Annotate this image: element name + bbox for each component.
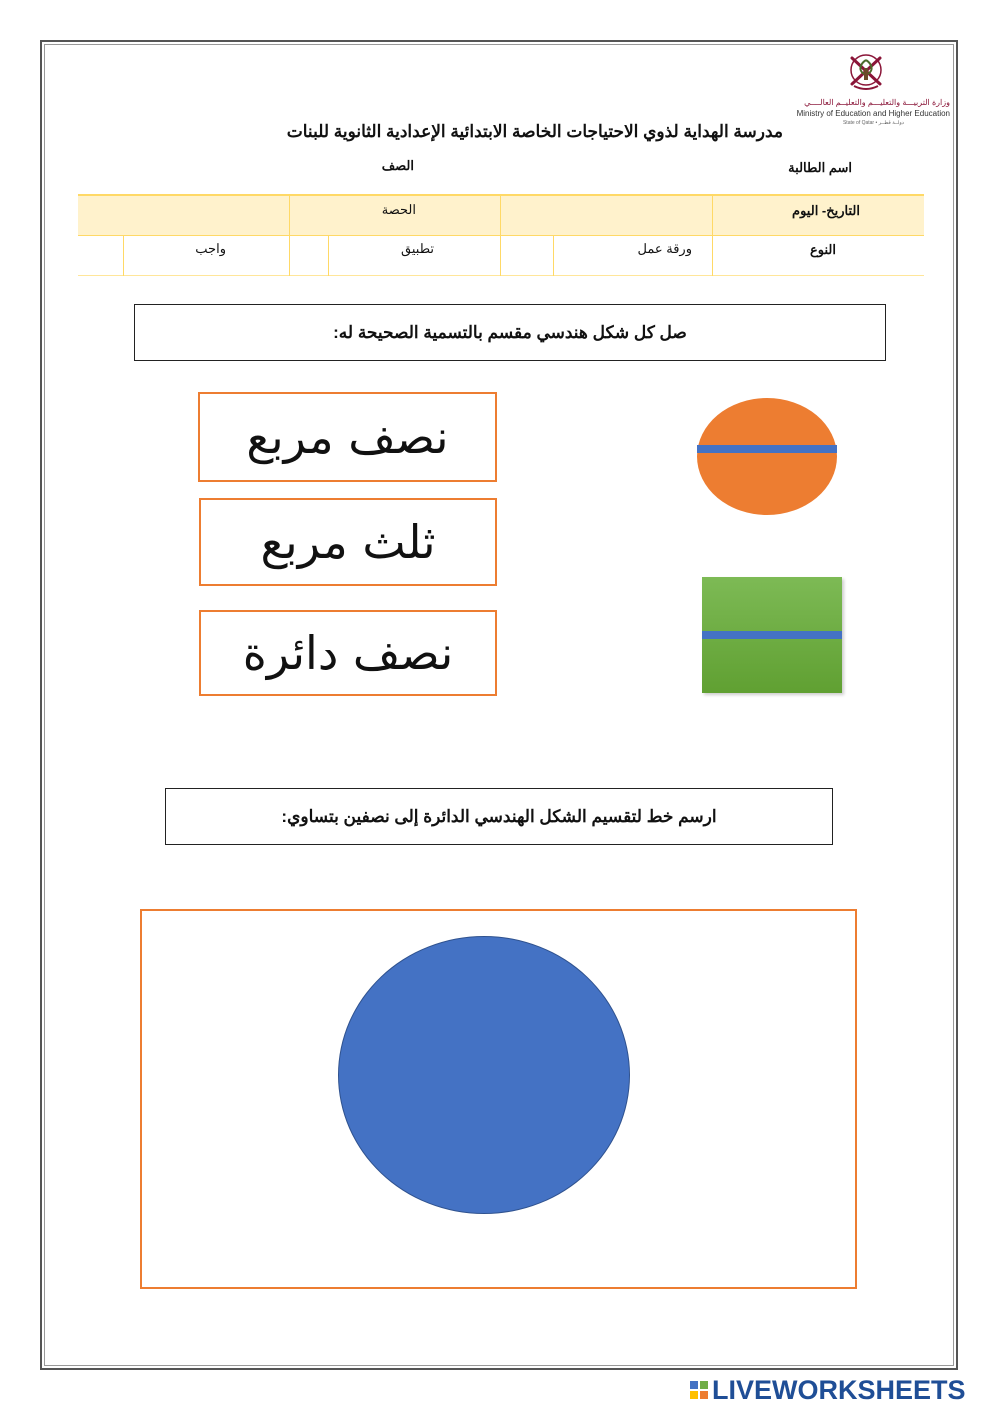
label-half-square[interactable]: نصف مربع bbox=[198, 392, 497, 482]
divided-circle-shape[interactable] bbox=[697, 398, 837, 515]
type-worksheet: ورقة عمل bbox=[637, 241, 692, 256]
ministry-logo bbox=[788, 50, 950, 130]
student-name-label: اسم الطالبة bbox=[788, 160, 852, 175]
liveworksheets-wordmark: LIVEWORKSHEETS bbox=[712, 1374, 966, 1405]
emblem-icon bbox=[844, 50, 888, 96]
type-homework: واجب bbox=[195, 241, 226, 256]
class-label: الصف bbox=[381, 158, 414, 173]
table-divider bbox=[123, 236, 124, 276]
type-label: النوع bbox=[810, 242, 836, 257]
instruction-draw-line: ارسم خط لتقسيم الشكل الهندسي الدائرة إلى نصفين بتساوي: bbox=[165, 788, 833, 845]
table-divider bbox=[328, 236, 329, 276]
school-name: مدرسة الهداية لذوي الاحتياجات الخاصة الابتدائية الإعدادية الثانوية للبنات bbox=[286, 122, 783, 141]
ministry-name-english: Ministry of Education and Higher Education bbox=[796, 109, 950, 118]
circle-to-divide[interactable] bbox=[338, 936, 630, 1214]
period-label: الحصة bbox=[381, 202, 416, 217]
state-of-qatar: State of Qatar • دولــة قطــر bbox=[842, 120, 904, 126]
table-divider bbox=[289, 194, 290, 276]
ministry-name-arabic: وزارة التربيـــة والتعليـــم والتعليــم العالــــي bbox=[804, 98, 950, 107]
table-divider bbox=[553, 236, 554, 276]
square-divider-line bbox=[702, 631, 842, 639]
divided-square-shape[interactable] bbox=[702, 577, 842, 693]
label-half-circle[interactable]: نصف دائرة bbox=[199, 610, 497, 696]
table-divider bbox=[500, 194, 501, 276]
liveworksheets-brand bbox=[690, 1372, 966, 1408]
table-divider bbox=[712, 194, 713, 276]
type-application: تطبيق bbox=[401, 241, 434, 256]
instruction-match: صل كل شكل هندسي مقسم بالتسمية الصحيحة له: bbox=[134, 304, 886, 361]
liveworksheets-logo-icon bbox=[690, 1381, 708, 1399]
label-third-square[interactable]: ثلث مربع bbox=[199, 498, 497, 586]
date-label: التاريخ- اليوم bbox=[792, 203, 860, 218]
circle-divider-line bbox=[697, 445, 837, 453]
